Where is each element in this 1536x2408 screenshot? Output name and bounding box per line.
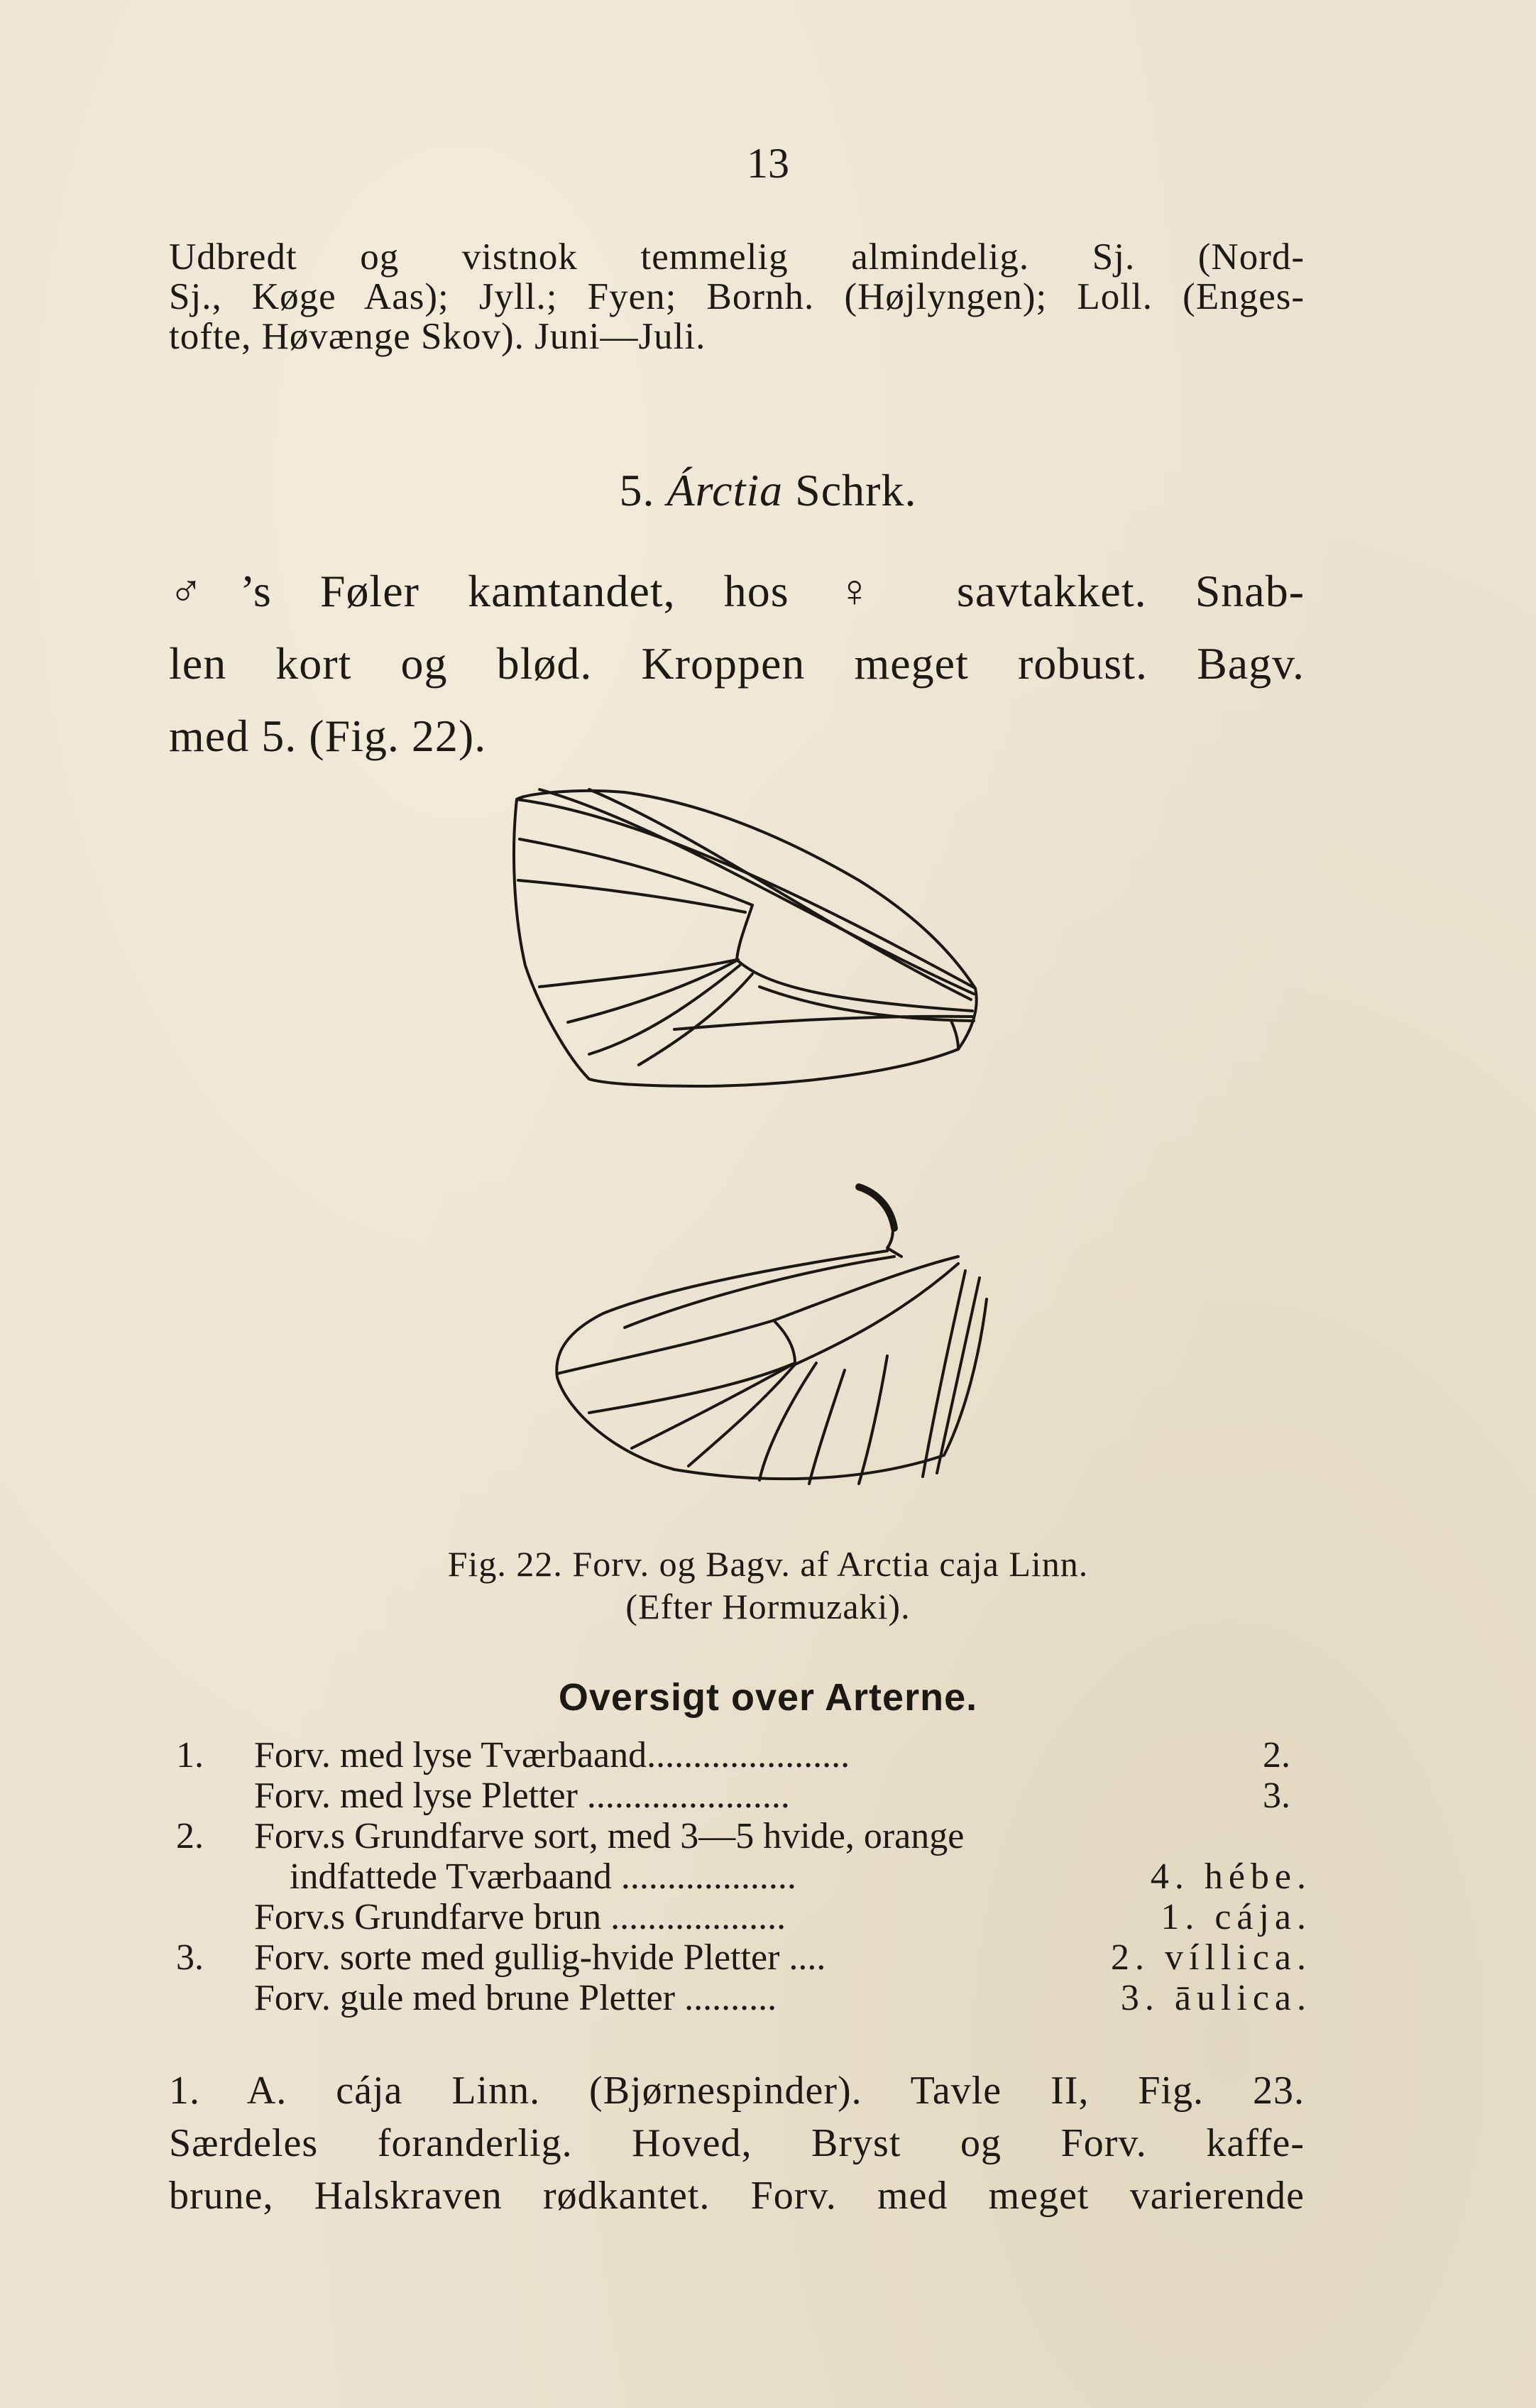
distribution-paragraph [169,237,1305,356]
text-line: brune, Halskraven rødkantet. Forv. med meget varierende [169,2174,1305,2218]
key-row-text: Forv.s Grundfarve sort, med 3—5 hvide, orange [254,1816,965,1856]
text-line: Særdeles foranderlig. Hoved, Bryst og Forv. kaffe- [169,2121,1305,2165]
key-row-result: 2. [1263,1735,1290,1775]
key-row-text: indfattede Tværbaand ................... [290,1856,796,1897]
wing-venation-drawing [461,774,1015,1526]
figure-credit: (Efter Hormuzaki). [625,1587,911,1626]
key-row-text: Forv. sorte med gullig-hvide Pletter .... [254,1937,826,1978]
hindwing-drawing [556,1186,987,1484]
key-row [176,1937,1312,1978]
key-row-result: 1. cája. [1161,1897,1312,1937]
text-line: Udbredt og vistnok temmelig almindelig. Sj. (Nord- [169,236,1305,278]
genus-number: 5. [619,465,655,515]
species-heading-line: 1. A. cája Linn. (Bjørnespinder). Tavle II, Fig. 23. [169,2069,1305,2113]
figure-caption: Fig. 22. Forv. og Bagv. af Arctia caja Linn. [447,1544,1089,1584]
key-row [176,1856,1312,1897]
genus-name: Árctia [666,465,784,515]
key-row-text: Forv. med lyse Tværbaand...................... [254,1735,850,1775]
key-row-number: 3. [176,1937,204,1978]
text-line: med 5. (Fig. 22). [169,711,487,761]
identification-key [176,1735,1312,2018]
key-heading: Oversigt over Arterne. [558,1676,978,1719]
key-row [176,1978,1312,2018]
genus-heading [0,464,1536,517]
key-row-text: Forv.s Grundfarve brun ................... [254,1897,786,1937]
text-line: len kort og blød. Kroppen meget robust. Bagv. [169,638,1305,689]
genus-description [169,555,1305,772]
key-row [176,1897,1312,1937]
key-row [176,1816,1312,1856]
genus-author: Schrk. [795,465,917,515]
key-row-result: 3. [1263,1775,1290,1816]
key-row [176,1735,1312,1775]
key-row-number: 1. [176,1735,204,1775]
text-line: Sj., Køge Aas); Jyll.; Fyen; Bornh. (Højlyngen); Loll. (Enges- [169,276,1305,317]
key-row-number: 2. [176,1816,204,1856]
key-row-result: 3. āulica. [1120,1978,1312,2018]
key-row-text: Forv. gule med brune Pletter .......... [254,1978,777,2018]
forewing-drawing [514,789,977,1086]
text-line: tofte, Høvænge Skov). Juni—Juli. [169,316,706,357]
key-row-text: Forv. med lyse Pletter ...................... [254,1775,790,1816]
key-row [176,1775,1312,1816]
wing-figure [461,774,1015,1526]
page-number: 13 [747,140,789,187]
key-row-result: 4. hébe. [1150,1856,1312,1897]
species-paragraph [169,2064,1305,2222]
text-line: ♂’s Føler kamtandet, hos ♀ savtakket. Snab- [169,566,1305,616]
key-row-result: 2. víllica. [1111,1937,1312,1978]
